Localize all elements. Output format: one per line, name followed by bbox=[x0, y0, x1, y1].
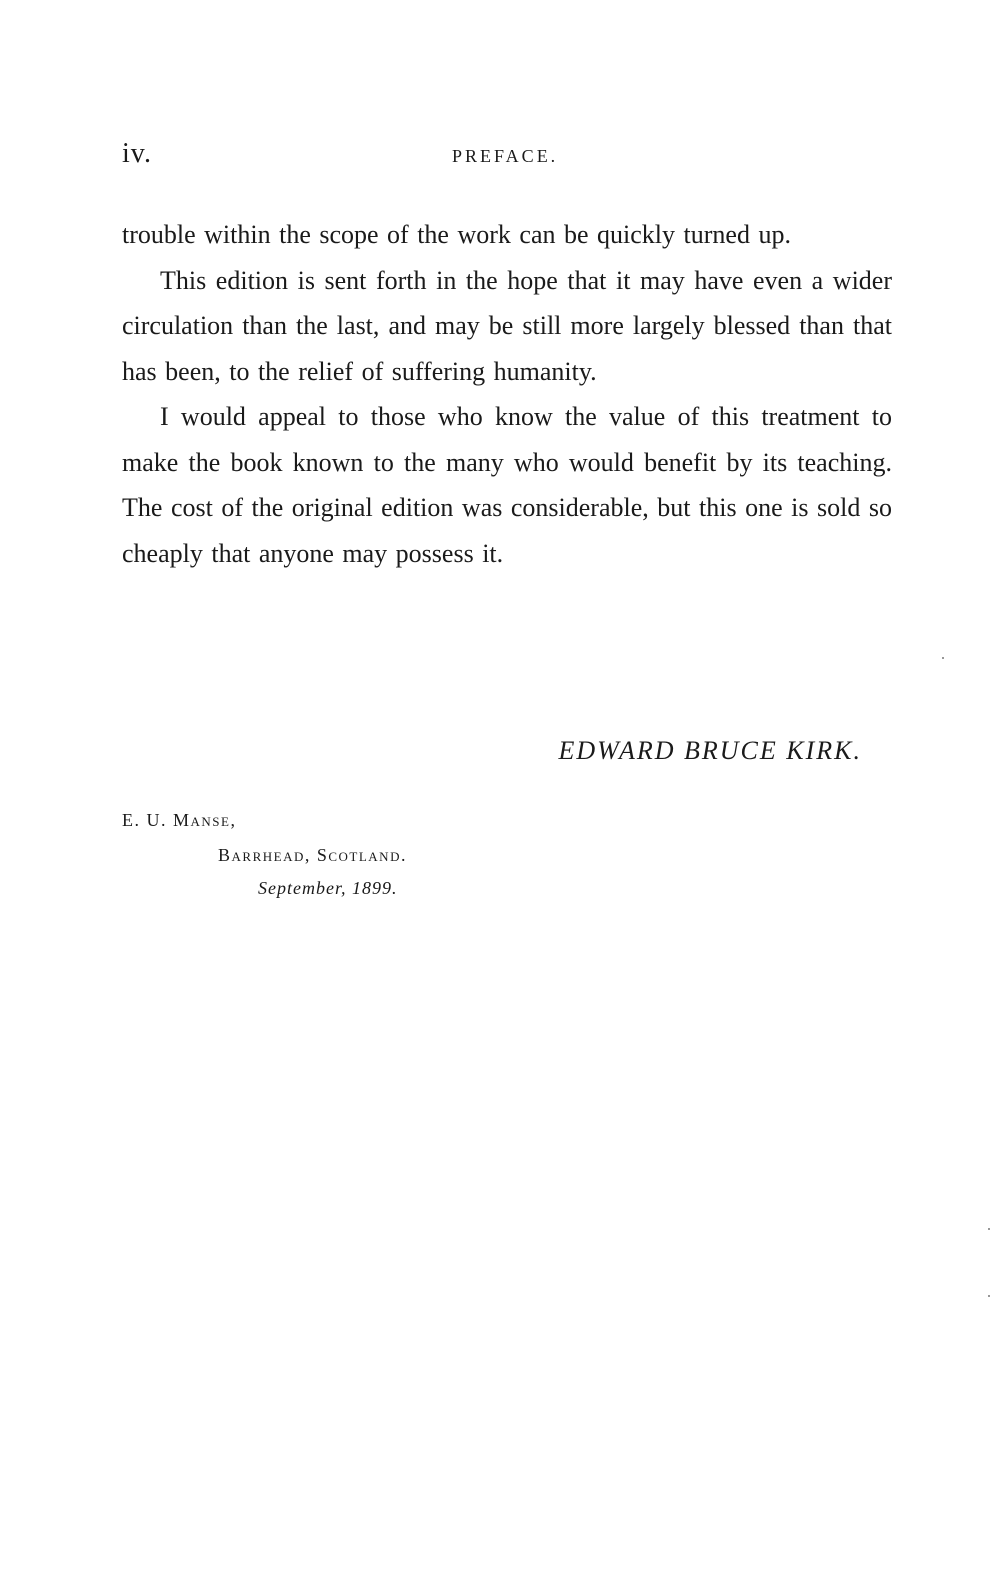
paragraph: This edition is sent forth in the hope that it may have even a wider circulation than the last, and may be still more largely blessed than that has been, to the relief of suffering humanity. bbox=[122, 265, 892, 386]
print-speck bbox=[988, 1228, 990, 1230]
page-number: iv. bbox=[122, 138, 152, 169]
paragraph-continuation: trouble within the scope of the work can be quickly turned up. bbox=[122, 220, 791, 249]
print-speck bbox=[942, 657, 944, 659]
author-signature: EDWARD BRUCE KIRK. bbox=[558, 736, 862, 765]
page-header bbox=[122, 138, 892, 178]
address-line-2: Barrhead, Scotland. bbox=[218, 845, 407, 865]
preface-body bbox=[122, 212, 892, 576]
paragraph: I would appeal to those who know the value of this treatment to make the book known to the many who would benefit by its teaching. The cost of the original edition was considerable, but this one is sold so cheaply that anyone may possess it. bbox=[122, 402, 892, 568]
running-head: PREFACE. bbox=[452, 146, 559, 166]
print-speck bbox=[988, 1295, 990, 1297]
address-line-1: E. U. Manse, bbox=[122, 810, 237, 830]
address-date: September, 1899. bbox=[258, 878, 398, 898]
